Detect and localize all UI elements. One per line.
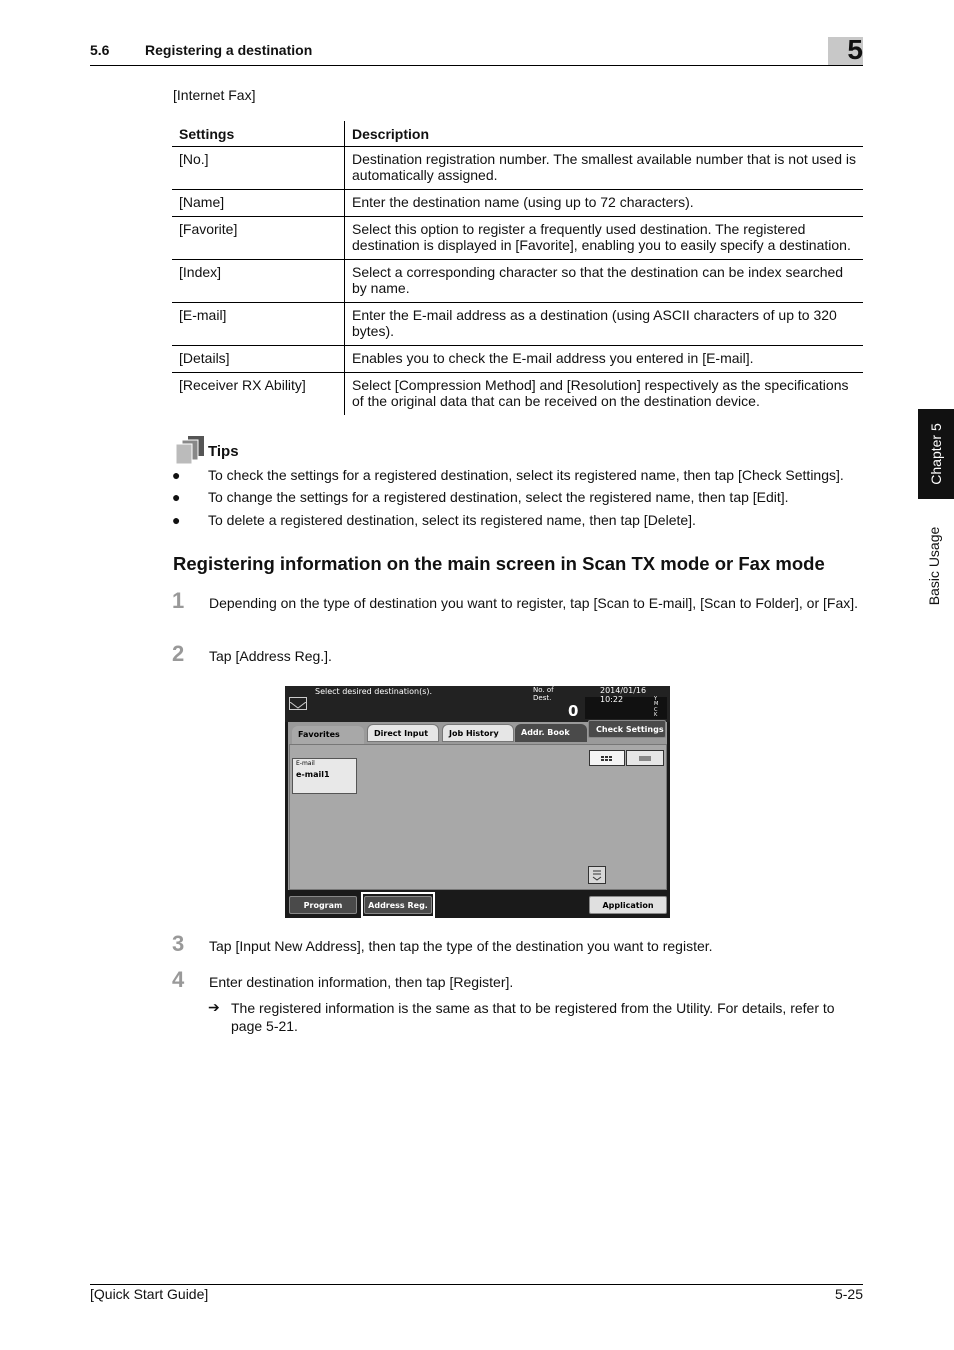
scroll-down-button[interactable]	[588, 866, 606, 884]
toner-y: Y	[654, 696, 658, 702]
chapter-number: 5	[847, 34, 863, 65]
description-cell: Select a corresponding character so that the destination can be index searched by name.	[345, 260, 864, 303]
check-settings-button[interactable]: Check Settings	[588, 720, 666, 738]
bullet-icon: ●	[172, 512, 181, 528]
table-row	[172, 303, 863, 346]
toner-c: C	[654, 706, 658, 713]
dest-count: 0	[568, 702, 579, 720]
step-number: 1	[172, 588, 185, 613]
description-cell: Enables you to check the E-mail address you entered in [E-mail].	[345, 346, 864, 373]
table-row	[172, 147, 863, 190]
entry-type: E-mail	[296, 760, 315, 767]
step-text: Enter destination information, then tap [Register].	[209, 974, 514, 990]
setting-cell: [Index]	[172, 260, 345, 303]
screen-capture	[285, 686, 670, 918]
tab-favorites[interactable]: Favorites	[292, 726, 364, 744]
setting-cell: [Name]	[172, 190, 345, 217]
grid-icon	[590, 752, 624, 766]
screen-datetime: 2014/01/16 10:22	[600, 686, 647, 704]
tip-item: To change the settings for a registered destination, select the registered name, then tap [Edit].	[208, 489, 789, 505]
list-view-button[interactable]	[626, 750, 664, 766]
table-row	[172, 190, 863, 217]
screen-message: Select desired destination(s).	[315, 687, 433, 696]
destination-entry[interactable]	[292, 758, 357, 794]
tab-job-history[interactable]: Job History	[442, 724, 514, 742]
step-note: The registered information is the same as that to be registered from the Utility. For details, refer to page 5-21.	[231, 1000, 835, 1034]
table-row	[172, 260, 863, 303]
step-text: Tap [Address Reg.].	[209, 648, 332, 664]
footer-guide-name: [Quick Start Guide]	[90, 1286, 209, 1302]
dest-label-line1: No. of	[533, 686, 554, 694]
table-row	[172, 217, 863, 260]
settings-table	[172, 121, 863, 415]
tab-addr-book[interactable]: Addr. Book	[515, 724, 587, 742]
grid-view-button[interactable]	[589, 750, 625, 766]
column-header: Settings	[172, 121, 345, 147]
setting-cell: [Details]	[172, 346, 345, 373]
setting-cell: [Favorite]	[172, 217, 345, 260]
table-row	[172, 346, 863, 373]
tips-label: Tips	[208, 443, 239, 460]
tip-item: To check the settings for a registered destination, select its registered name, then tap [Check Settings].	[208, 467, 844, 483]
table-row	[172, 373, 863, 416]
tab-direct-input[interactable]: Direct Input	[367, 724, 439, 742]
description-cell: Select this option to register a frequently used destination. The registered destination is displayed in [Favorite], enabling you to easily specify a destination.	[345, 217, 864, 260]
side-chapter-label: Chapter 5	[928, 423, 944, 485]
footer-rule	[90, 1284, 863, 1285]
table-subheading: [Internet Fax]	[173, 87, 256, 103]
arrow-icon: ➔	[208, 999, 220, 1015]
description-cell: Select [Compression Method] and [Resolution] respectively as the specifications of the original data that can be received on the destination device.	[352, 377, 849, 409]
tip-item: To delete a registered destination, select its registered name, then tap [Delete].	[208, 512, 696, 528]
footer-page-number: 5-25	[834, 1286, 863, 1302]
step-number: 3	[172, 931, 185, 956]
scroll-down-icon	[589, 867, 605, 883]
toner-k: K	[654, 711, 658, 718]
step-number: 2	[172, 641, 185, 666]
address-reg-button[interactable]: Address Reg.	[364, 896, 432, 914]
setting-cell: [E-mail]	[172, 303, 345, 346]
step-number: 4	[172, 967, 185, 992]
bullet-icon: ●	[172, 467, 181, 483]
description-cell: Enter the destination name (using up to 72 characters).	[345, 190, 864, 217]
application-button[interactable]: Application	[589, 896, 667, 914]
tips-icon	[174, 436, 206, 464]
section-number: 5.6	[90, 42, 110, 58]
table-header-row	[172, 121, 863, 147]
list-icon	[627, 752, 663, 766]
setting-cell: [No.]	[172, 147, 345, 190]
step-text: Tap [Input New Address], then tap the type of the destination you want to register.	[209, 938, 713, 954]
dest-label-line2: Dest.	[533, 694, 552, 702]
entry-name: e-mail1	[296, 770, 330, 779]
bullet-icon: ●	[172, 489, 181, 505]
section-title: Registering a destination	[145, 42, 313, 58]
side-category-label: Basic Usage	[926, 526, 942, 606]
dest-label	[533, 686, 554, 702]
description-cell: Destination registration number. The smallest available number that is not used is automatically assigned.	[345, 147, 864, 190]
program-button[interactable]: Program	[289, 896, 357, 914]
setting-cell: [Receiver RX Ability]	[172, 373, 345, 416]
toner-indicator	[654, 697, 658, 718]
envelope-icon	[289, 697, 307, 710]
step-text: Depending on the type of destination you want to register, tap [Scan to E-mail], [Scan to Folder], or [Fax].	[209, 595, 859, 611]
address-reg-highlight	[361, 892, 435, 918]
header-rule	[90, 65, 863, 66]
toner-m: M	[654, 701, 659, 708]
description-cell: Enter the E-mail address as a destination (using ASCII characters of up to 320 bytes).	[345, 303, 864, 346]
column-header: Description	[345, 121, 864, 147]
section-heading: Registering information on the main screen in Scan TX mode or Fax mode	[173, 553, 825, 574]
